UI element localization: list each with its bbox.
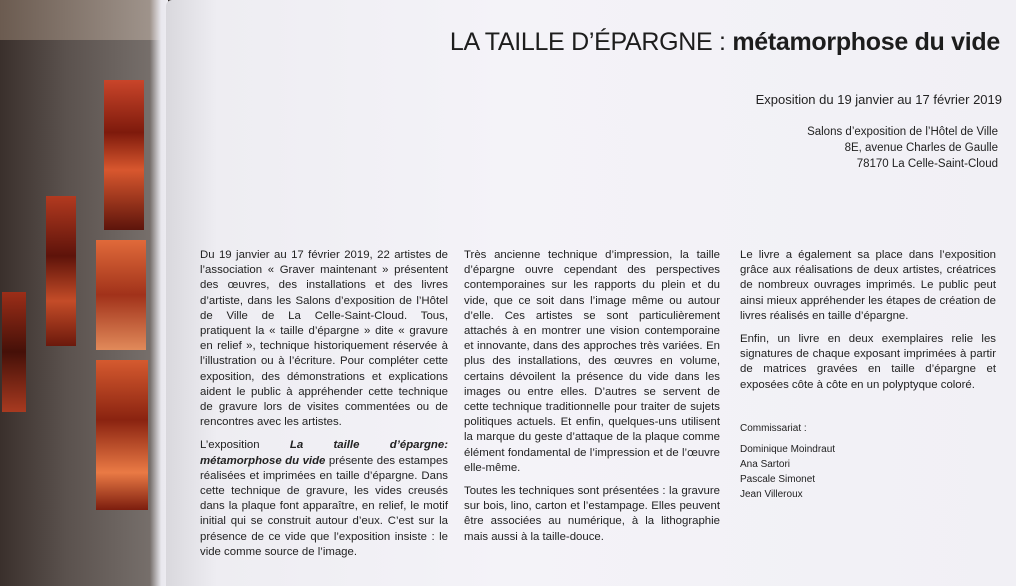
venue-address (807, 124, 998, 172)
curators-label: Commissariat : (740, 422, 807, 434)
text-column-3 (740, 248, 996, 502)
red-print-panel (2, 292, 26, 412)
curators-block (740, 421, 996, 502)
red-print-panel (46, 196, 76, 346)
paragraph: Du 19 janvier au 17 février 2019, 22 artistes de l’association « Graver maintenant » présentent des œuvres, des installations et des livres d’artiste, dans les Salons d’exposition de l’Hôtel de Ville de La Celle-Saint-Cloud. Tous, pratiquent la « taille d’épargne » dite « gravure en relief », technique historiquement réservée à l’illustration ou à l’écriture. Pour compléter cette exposition, des démonstrations et explications aident le public à appréhender cette technique de gravure lors de visites commentées ou de rencontres avec les artistes. (200, 249, 448, 429)
red-print-panel (96, 360, 148, 510)
curator-name: Jean Villeroux (740, 488, 803, 500)
paragraph-text: L’exposition (200, 439, 290, 452)
red-print-panel (104, 80, 144, 230)
exhibition-title-inline: La taille d’épargne: métamorphose du vide (200, 439, 448, 467)
paragraph: Enfin, un livre en deux exemplaires relie les signatures de chaque exposant imprimées à partir de matrices gravées en taille d’épargne et exposées côte à côte en un polyptyque coloré. (740, 333, 996, 391)
photo-ceiling (0, 0, 168, 40)
curator-name: Pascale Simonet (740, 473, 816, 485)
left-page-photo (0, 0, 168, 586)
venue-line: Salons d’exposition de l’Hôtel de Ville (807, 126, 998, 138)
title-subtitle: métamorphose du vide (732, 28, 1000, 56)
text-column-1 (200, 248, 448, 568)
venue-line: 78170 La Celle-Saint-Cloud (856, 158, 998, 170)
paragraph: Toutes les techniques sont présentées : la gravure sur bois, lino, carton et l’estampage. Elles peuvent être associées au numérique, à la lithographie mais aussi à la taille-douce. (464, 485, 720, 543)
exhibition-dates: Exposition du 19 janvier au 17 février 2019 (755, 92, 1002, 107)
text-column-2 (464, 248, 720, 553)
title-main: LA TAILLE D’ÉPARGNE : (449, 28, 733, 56)
page-title (450, 28, 1000, 57)
venue-line: 8E, avenue Charles de Gaulle (844, 142, 998, 154)
paragraph: Le livre a également sa place dans l’exposition grâce aux réalisations de deux artistes, créatrices de nombreux ouvrages imprimés. Le public peut ainsi mieux appréhender les étapes de création de livres réalisés en taille d’épargne. (740, 249, 996, 322)
paragraph (200, 438, 448, 560)
curator-name: Ana Sartori (740, 458, 791, 470)
paragraph-text: présente des estampes réalisées et imprimées en taille d’épargne. Dans cette technique de gravure, les vides creusés dans la plaque font apparaître, en relief, le motif initial qui se construit autour d’eux. C’est sur la présence de ce vide que l’exposition insiste : le vide comme source de l’image. (200, 454, 448, 558)
paragraph: Très ancienne technique d’impression, la taille d’épargne ouvre cependant des perspectives contemporaines sur les rapports du plein et du vide, que ce soit dans l’image même ou autour d’elle. Ces artistes se sont particulièrement attachés à en montrer une vision contemporaine et innovante, dans des approches très variées. En plus des installations, des œuvres en volume, certains dévoilent la présence du vide dans les images ou entre elles. D’autres se servent de cette technique traditionnelle pour traiter de sujets politiques actuels. Et enfin, quelques-uns utilisent la marque du geste d’attaque de la plaque comme élément fondamental de l’impression et de l’œuvre elle-même. (464, 249, 720, 474)
red-print-panel (96, 240, 146, 350)
right-page (166, 0, 1016, 586)
curator-name: Dominique Moindraut (740, 443, 836, 455)
